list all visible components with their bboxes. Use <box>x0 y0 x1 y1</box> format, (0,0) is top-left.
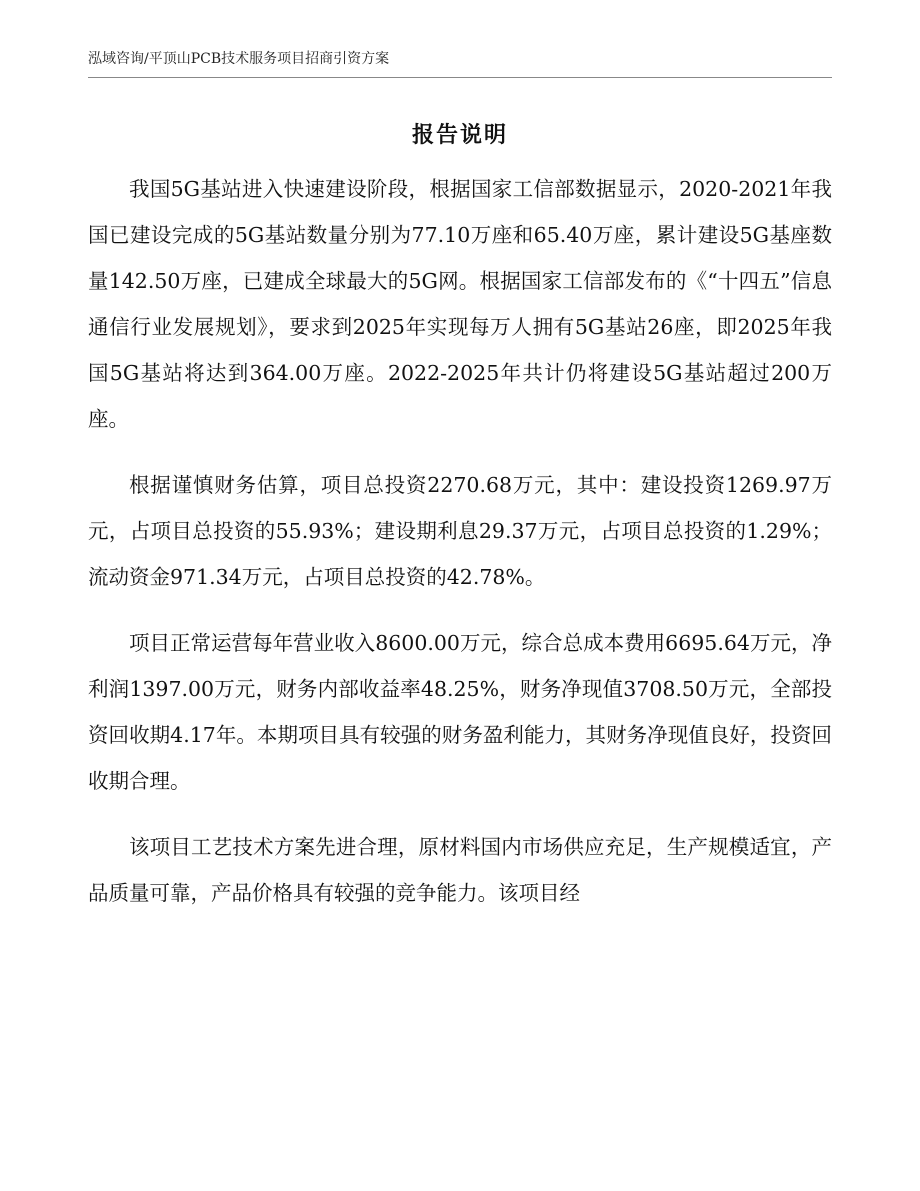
paragraph-5g-background: 我国5G基站进入快速建设阶段，根据国家工信部数据显示，2020-2021年我国已建设完成的5G基站数量分别为77.10万座和65.40万座，累计建设5G基座数量142.50万座，已建成全球最大的5G网。根据国家工信部发布的《“十四五”信息通信行业发展规划》，要求到2025年实现每万人拥有5G基站26座，即2025年我国5G基站将达到364.00万座。2022-2025年共计仍将建设5G基站超过200万座。 <box>88 177 832 431</box>
paragraph-investment: 根据谨慎财务估算，项目总投资2270.68万元，其中：建设投资1269.97万元，占项目总投资的55.93%；建设期利息29.37万元，占项目总投资的1.29%；流动资金971.34万元，占项目总投资的42.78%。 <box>88 473 832 589</box>
header-divider <box>88 77 832 78</box>
page-title: 报告说明 <box>411 122 508 148</box>
paragraph-technology: 该项目工艺技术方案先进合理，原材料国内市场供应充足，生产规模适宜，产品质量可靠，产品价格具有较强的竞争能力。该项目经 <box>88 835 832 905</box>
paragraph-operations: 项目正常运营每年营业收入8600.00万元，综合总成本费用6695.64万元，净利润1397.00万元，财务内部收益率48.25%，财务净现值3708.50万元，全部投资回收期4.17年。本期项目具有较强的财务盈利能力，其财务净现值良好，投资回收期合理。 <box>88 631 832 793</box>
page-header: 泓域咨询/平顶山PCB技术服务项目招商引资方案 <box>88 51 390 67</box>
report-body <box>88 166 832 936</box>
